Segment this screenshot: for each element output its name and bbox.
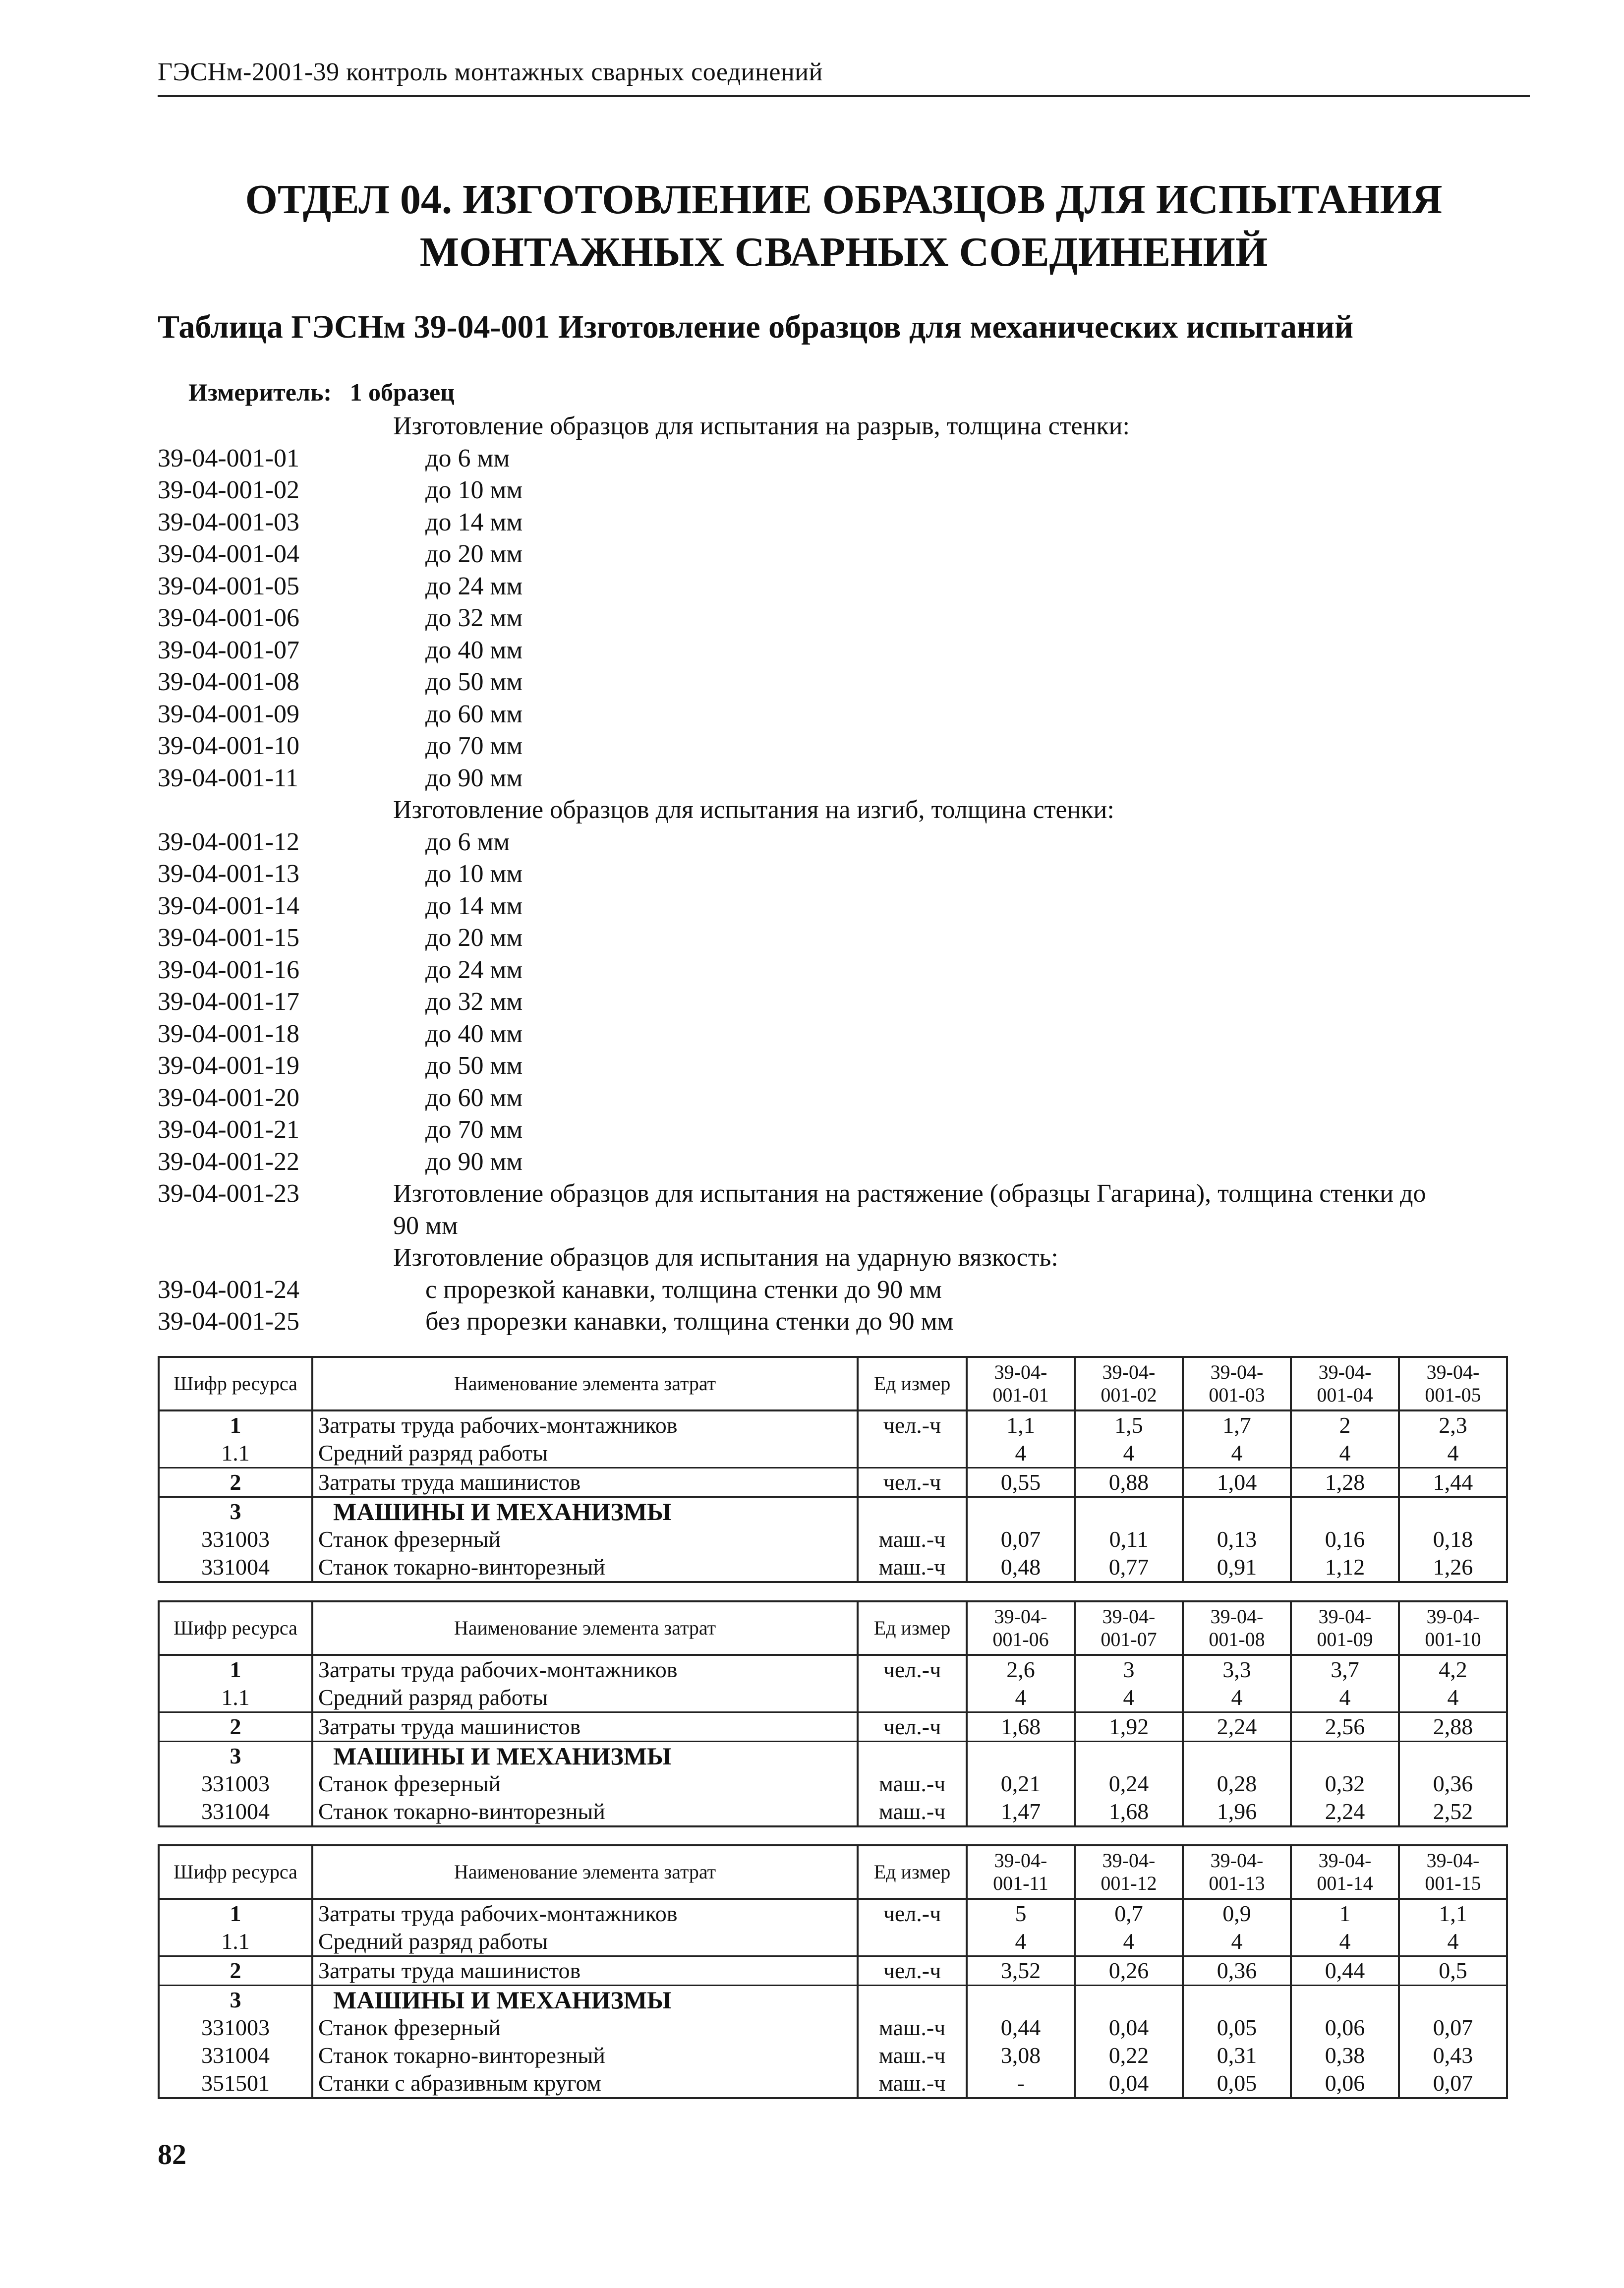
norm-value: 4 (1075, 1684, 1183, 1712)
norm-value: 0,7 (1075, 1899, 1183, 1928)
norm-value (1399, 1986, 1507, 2014)
code-number: 39-04-001-20 (158, 1083, 299, 1112)
norm-value: 1,92 (1075, 1712, 1183, 1742)
norm-value: 0,26 (1075, 1956, 1183, 1986)
norm-value: 0,5 (1399, 1956, 1507, 1986)
norm-value: 0,32 (1291, 1770, 1399, 1798)
norm-value: 0,55 (967, 1468, 1075, 1497)
norm-code-suffix: 001-06 (992, 1628, 1049, 1650)
cost-element-name: Станок токарно-винторезный (312, 2042, 858, 2069)
unit: чел.-ч (858, 1956, 967, 1986)
norm-value: 3 (1075, 1655, 1183, 1684)
norm-value: 0,22 (1075, 2042, 1183, 2069)
header-norm-code (967, 1601, 1075, 1655)
norm-value: 0,05 (1183, 2069, 1291, 2098)
resource-code: 1.1 (159, 1684, 312, 1712)
norm-value (967, 1986, 1075, 2014)
resource-code: 3 (159, 1742, 312, 1770)
unit: чел.-ч (858, 1899, 967, 1928)
group-heading: Изготовление образцов для испытания на ударную вязкость: (393, 1243, 1058, 1272)
cost-element-name: Средний разряд работы (312, 1684, 858, 1712)
code-number: 39-04-001-21 (158, 1115, 299, 1144)
unit (858, 1928, 967, 1956)
norm-value: 4 (1399, 1684, 1507, 1712)
norm-code-prefix: 39-04- (1210, 1849, 1264, 1872)
header-rule (158, 95, 1530, 97)
table-row (159, 1684, 1507, 1712)
table-row (159, 1553, 1507, 1582)
resource-code: 2 (159, 1956, 312, 1986)
norm-value: 4 (1075, 1439, 1183, 1468)
unit: маш.-ч (858, 1525, 967, 1553)
code-number: 39-04-001-12 (158, 827, 299, 856)
code-number: 39-04-001-06 (158, 604, 299, 632)
norm-code-prefix: 39-04- (994, 1849, 1047, 1872)
resource-code: 1 (159, 1410, 312, 1439)
code-description: до 70 мм (425, 1115, 523, 1144)
norm-value: 2,6 (967, 1655, 1075, 1684)
norm-value: 0,43 (1399, 2042, 1507, 2069)
norm-value: 0,48 (967, 1553, 1075, 1582)
table-title: Таблица ГЭСНм 39-04-001 Изготовление образцов для механических испытаний (158, 309, 1353, 345)
norm-value: 0,11 (1075, 1525, 1183, 1553)
table-row (159, 1655, 1507, 1684)
header-norm-code (1399, 1845, 1507, 1899)
norm-value: 1,68 (967, 1712, 1075, 1742)
table-row (159, 1798, 1507, 1826)
code-number: 39-04-001-15 (158, 924, 299, 952)
norm-value: 1,04 (1183, 1468, 1291, 1497)
norm-value: 1 (1291, 1899, 1399, 1928)
code-number: 39-04-001-05 (158, 572, 299, 600)
norm-value: 3,7 (1291, 1655, 1399, 1684)
norm-code-suffix: 001-02 (1101, 1384, 1157, 1406)
code-number: 39-04-001-25 (158, 1307, 299, 1336)
norm-value: 0,28 (1183, 1770, 1291, 1798)
norm-value: 4 (1291, 1684, 1399, 1712)
resource-code: 331003 (159, 1525, 312, 1553)
table-row (159, 1928, 1507, 1956)
resource-code: 2 (159, 1712, 312, 1742)
code-description: до 14 мм (425, 891, 523, 920)
norm-value (1183, 1742, 1291, 1770)
header-code: Шифр ресурса (159, 1601, 312, 1655)
unit: чел.-ч (858, 1410, 967, 1439)
norm-value: 2,24 (1183, 1712, 1291, 1742)
code-number: 39-04-001-03 (158, 508, 299, 536)
table-row (159, 1712, 1507, 1742)
cost-element-name: Станок фрезерный (312, 1525, 858, 1553)
cost-element-name: Станок фрезерный (312, 2014, 858, 2042)
group-heading: Изготовление образцов для испытания на изгиб, толщина стенки: (393, 796, 1114, 824)
norm-value (1291, 1497, 1399, 1526)
header-name: Наименование элемента затрат (312, 1601, 858, 1655)
unit: маш.-ч (858, 2042, 967, 2069)
resource-code: 351501 (159, 2069, 312, 2098)
section-title-line-1: ОТДЕЛ 04. ИЗГОТОВЛЕНИЕ ОБРАЗЦОВ ДЛЯ ИСПЫТАНИЯ (245, 176, 1443, 223)
header-unit: Ед измер (858, 1601, 967, 1655)
cost-element-name: Затраты труда рабочих-монтажников (312, 1655, 858, 1684)
code-number: 39-04-001-08 (158, 668, 299, 696)
table-row (159, 1468, 1507, 1497)
norm-value (1399, 1742, 1507, 1770)
norm-code-prefix: 39-04- (1210, 1361, 1264, 1383)
code-description: до 14 мм (425, 508, 523, 536)
table-header-row (159, 1601, 1507, 1655)
code-number: 39-04-001-14 (158, 891, 299, 920)
resource-code: 331004 (159, 2042, 312, 2069)
norm-value: 4 (1399, 1439, 1507, 1468)
norm-value (1183, 1497, 1291, 1526)
norm-value: 1,5 (1075, 1410, 1183, 1439)
header-name: Наименование элемента затрат (312, 1845, 858, 1899)
norm-value (1075, 1497, 1183, 1526)
header-name: Наименование элемента затрат (312, 1357, 858, 1410)
code-number: 39-04-001-24 (158, 1275, 299, 1304)
cost-element-name: Затраты труда машинистов (312, 1468, 858, 1497)
norm-code-prefix: 39-04- (994, 1605, 1047, 1628)
norm-value: 1,26 (1399, 1553, 1507, 1582)
code-number: 39-04-001-23 (158, 1179, 299, 1208)
running-head: ГЭСНм-2001-39 контроль монтажных сварных соединений (158, 58, 823, 86)
norm-code-suffix: 001-15 (1425, 1872, 1481, 1894)
norm-value: 1,1 (1399, 1899, 1507, 1928)
code-description: до 6 мм (425, 827, 510, 856)
header-norm-code (1183, 1601, 1291, 1655)
code-description: до 24 мм (425, 572, 523, 600)
resource-code: 331004 (159, 1553, 312, 1582)
header-norm-code (1075, 1357, 1183, 1410)
unit: чел.-ч (858, 1655, 967, 1684)
norm-code-prefix: 39-04- (1102, 1361, 1156, 1383)
unit: чел.-ч (858, 1468, 967, 1497)
norm-value: 2,88 (1399, 1712, 1507, 1742)
header-norm-code (1399, 1357, 1507, 1410)
norm-value: 2,24 (1291, 1798, 1399, 1826)
cost-element-name: Станок фрезерный (312, 1770, 858, 1798)
header-norm-code (1291, 1357, 1399, 1410)
code-number: 39-04-001-07 (158, 636, 299, 664)
group-heading: Изготовление образцов для испытания на растяжение (образцы Гагарина), толщина стенки до (393, 1179, 1426, 1208)
code-number: 39-04-001-09 (158, 700, 299, 728)
section-title (158, 174, 1530, 279)
norm-code-prefix: 39-04- (1426, 1605, 1480, 1628)
norm-value: 1,12 (1291, 1553, 1399, 1582)
norm-value: 4 (1183, 1439, 1291, 1468)
resource-code: 331004 (159, 1798, 312, 1826)
code-description: до 90 мм (425, 1147, 523, 1176)
norm-code-suffix: 001-11 (993, 1872, 1048, 1894)
header-code: Шифр ресурса (159, 1845, 312, 1899)
table-row (159, 2014, 1507, 2042)
cost-element-name: МАШИНЫ И МЕХАНИЗМЫ (312, 1742, 858, 1770)
norm-value: 2 (1291, 1410, 1399, 1439)
code-description: до 10 мм (425, 860, 523, 888)
resource-code: 1 (159, 1899, 312, 1928)
unit: маш.-ч (858, 2014, 967, 2042)
code-description: до 32 мм (425, 604, 523, 632)
norm-code-prefix: 39-04- (994, 1361, 1047, 1383)
norm-value: 1,1 (967, 1410, 1075, 1439)
header-unit: Ед измер (858, 1357, 967, 1410)
norm-value: 0,44 (967, 2014, 1075, 2042)
code-description: до 50 мм (425, 1052, 523, 1080)
table-row (159, 1410, 1507, 1439)
code-description: до 32 мм (425, 988, 523, 1016)
norm-value: 0,31 (1183, 2042, 1291, 2069)
code-description: до 20 мм (425, 540, 523, 568)
norm-value: 0,21 (967, 1770, 1075, 1798)
norm-code-suffix: 001-10 (1425, 1628, 1481, 1650)
code-number: 39-04-001-16 (158, 955, 299, 984)
code-number: 39-04-001-10 (158, 732, 299, 760)
code-description: до 70 мм (425, 732, 523, 760)
cost-element-name: Средний разряд работы (312, 1439, 858, 1468)
norm-value: 1,28 (1291, 1468, 1399, 1497)
norm-code-prefix: 39-04- (1426, 1849, 1480, 1872)
table-row (159, 1956, 1507, 1986)
norm-value: 0,07 (1399, 2014, 1507, 2042)
header-norm-code (1183, 1357, 1291, 1410)
cost-element-name: Затраты труда машинистов (312, 1956, 858, 1986)
resource-code: 3 (159, 1497, 312, 1526)
cost-table-2 (158, 1600, 1508, 1827)
header-code: Шифр ресурса (159, 1357, 312, 1410)
meter-label: Измеритель: (188, 378, 332, 406)
header-norm-code (1291, 1845, 1399, 1899)
norm-value (967, 1742, 1075, 1770)
norm-value (1183, 1986, 1291, 2014)
code-description: с прорезкой канавки, толщина стенки до 90 мм (425, 1275, 942, 1304)
norm-value: 1,7 (1183, 1410, 1291, 1439)
norm-code-prefix: 39-04- (1102, 1605, 1156, 1628)
unit (858, 1439, 967, 1468)
norm-value: 4 (1075, 1928, 1183, 1956)
cost-element-name: МАШИНЫ И МЕХАНИЗМЫ (312, 1986, 858, 2014)
norm-value: 0,91 (1183, 1553, 1291, 1582)
norm-value: 0,04 (1075, 2069, 1183, 2098)
cost-element-name: Затраты труда рабочих-монтажников (312, 1899, 858, 1928)
group-heading: 90 мм (393, 1211, 458, 1240)
norm-value: 0,88 (1075, 1468, 1183, 1497)
norm-value: 3,08 (967, 2042, 1075, 2069)
code-description: до 40 мм (425, 1019, 523, 1048)
code-description: до 50 мм (425, 668, 523, 696)
table-header-row (159, 1357, 1507, 1410)
norm-code-suffix: 001-05 (1425, 1384, 1481, 1406)
norm-value: 4 (967, 1439, 1075, 1468)
norm-value (1075, 1742, 1183, 1770)
unit (858, 1497, 967, 1526)
cost-element-name: Средний разряд работы (312, 1928, 858, 1956)
norm-value: 0,16 (1291, 1525, 1399, 1553)
resource-code: 1.1 (159, 1439, 312, 1468)
norm-value: 4,2 (1399, 1655, 1507, 1684)
code-number: 39-04-001-04 (158, 540, 299, 568)
norm-code-suffix: 001-09 (1317, 1628, 1373, 1650)
code-description: до 20 мм (425, 924, 523, 952)
norm-code-suffix: 001-14 (1317, 1872, 1373, 1894)
cost-table-3 (158, 1844, 1508, 2099)
cost-element-name: Станки с абразивным кругом (312, 2069, 858, 2098)
code-description: до 10 мм (425, 476, 523, 504)
norm-value (1291, 1986, 1399, 2014)
unit (858, 1986, 967, 2014)
norm-value: 1,96 (1183, 1798, 1291, 1826)
table-row (159, 1525, 1507, 1553)
code-description: до 40 мм (425, 636, 523, 664)
norm-value: 0,07 (1399, 2069, 1507, 2098)
cost-element-name: Станок токарно-винторезный (312, 1798, 858, 1826)
code-number: 39-04-001-13 (158, 860, 299, 888)
norm-value: 0,38 (1291, 2042, 1399, 2069)
code-number: 39-04-001-11 (158, 763, 299, 792)
cost-element-name: МАШИНЫ И МЕХАНИЗМЫ (312, 1497, 858, 1526)
resource-code: 1 (159, 1655, 312, 1684)
header-norm-code (1291, 1601, 1399, 1655)
code-number: 39-04-001-19 (158, 1052, 299, 1080)
norm-value: 0,18 (1399, 1525, 1507, 1553)
group-heading: Изготовление образцов для испытания на разрыв, толщина стенки: (393, 412, 1130, 440)
norm-code-prefix: 39-04- (1318, 1849, 1372, 1872)
norm-value: 0,36 (1183, 1956, 1291, 1986)
norm-value: 4 (967, 1684, 1075, 1712)
code-description: без прорезки канавки, толщина стенки до 90 мм (425, 1307, 954, 1336)
norm-value: 4 (1291, 1439, 1399, 1468)
norm-value: 2,3 (1399, 1410, 1507, 1439)
header-norm-code (967, 1357, 1075, 1410)
norm-code-suffix: 001-12 (1101, 1872, 1157, 1894)
unit (858, 1742, 967, 1770)
norm-value: 2,56 (1291, 1712, 1399, 1742)
norm-code-suffix: 001-04 (1317, 1384, 1373, 1406)
norm-code-prefix: 39-04- (1318, 1361, 1372, 1383)
norm-value: 3,3 (1183, 1655, 1291, 1684)
header-norm-code (1183, 1845, 1291, 1899)
norm-code-suffix: 001-13 (1209, 1872, 1265, 1894)
code-description: до 60 мм (425, 700, 523, 728)
unit (858, 1684, 967, 1712)
norm-code-suffix: 001-03 (1209, 1384, 1265, 1406)
resource-code: 331003 (159, 1770, 312, 1798)
cost-element-name: Затраты труда машинистов (312, 1712, 858, 1742)
norm-value: 0,24 (1075, 1770, 1183, 1798)
norm-value: 4 (1291, 1928, 1399, 1956)
norm-value: 5 (967, 1899, 1075, 1928)
section-title-line-2: МОНТАЖНЫХ СВАРНЫХ СОЕДИНЕНИЙ (419, 229, 1268, 275)
resource-code: 331003 (159, 2014, 312, 2042)
norm-value: 4 (1183, 1684, 1291, 1712)
code-description: до 24 мм (425, 955, 523, 984)
norm-value (1075, 1986, 1183, 2014)
norm-code-prefix: 39-04- (1210, 1605, 1264, 1628)
norm-value: 0,9 (1183, 1899, 1291, 1928)
code-description: до 60 мм (425, 1083, 523, 1112)
norm-value: 0,06 (1291, 2069, 1399, 2098)
norm-value: 4 (1183, 1928, 1291, 1956)
code-number: 39-04-001-18 (158, 1019, 299, 1048)
norm-value: 3,52 (967, 1956, 1075, 1986)
unit: маш.-ч (858, 2069, 967, 2098)
norm-value: 0,13 (1183, 1525, 1291, 1553)
header-norm-code (1075, 1601, 1183, 1655)
norm-value: 4 (967, 1928, 1075, 1956)
table-row (159, 1770, 1507, 1798)
unit: маш.-ч (858, 1553, 967, 1582)
norm-value: 4 (1399, 1928, 1507, 1956)
header-norm-code (967, 1845, 1075, 1899)
header-norm-code (1399, 1601, 1507, 1655)
unit: чел.-ч (858, 1712, 967, 1742)
unit: маш.-ч (858, 1770, 967, 1798)
code-description: до 90 мм (425, 763, 523, 792)
code-number: 39-04-001-22 (158, 1147, 299, 1176)
code-number: 39-04-001-01 (158, 444, 299, 472)
table-row (159, 1986, 1507, 2014)
meter (188, 378, 455, 407)
resource-code: 2 (159, 1468, 312, 1497)
table-row (159, 2069, 1507, 2098)
norm-value: 1,47 (967, 1798, 1075, 1826)
norm-value: 0,04 (1075, 2014, 1183, 2042)
table-row (159, 1497, 1507, 1526)
norm-code-prefix: 39-04- (1318, 1605, 1372, 1628)
table-row (159, 1899, 1507, 1928)
resource-code: 3 (159, 1986, 312, 2014)
norm-value: 1,44 (1399, 1468, 1507, 1497)
table-row (159, 1439, 1507, 1468)
norm-code-prefix: 39-04- (1102, 1849, 1156, 1872)
resource-code: 1.1 (159, 1928, 312, 1956)
table-header-row (159, 1845, 1507, 1899)
norm-value: 0,44 (1291, 1956, 1399, 1986)
norm-value: 0,06 (1291, 2014, 1399, 2042)
norm-code-suffix: 001-07 (1101, 1628, 1157, 1650)
norm-value: - (967, 2069, 1075, 2098)
norm-code-prefix: 39-04- (1426, 1361, 1480, 1383)
norm-code-suffix: 001-01 (992, 1384, 1049, 1406)
norm-value (967, 1497, 1075, 1526)
norm-code-suffix: 001-08 (1209, 1628, 1265, 1650)
norm-value: 0,36 (1399, 1770, 1507, 1798)
table-row (159, 1742, 1507, 1770)
norm-value: 2,52 (1399, 1798, 1507, 1826)
page-number: 82 (158, 2138, 186, 2171)
header-norm-code (1075, 1845, 1183, 1899)
cost-element-name: Затраты труда рабочих-монтажников (312, 1410, 858, 1439)
norm-value: 1,68 (1075, 1798, 1183, 1826)
unit: маш.-ч (858, 1798, 967, 1826)
cost-table-1 (158, 1356, 1508, 1583)
norm-value (1291, 1742, 1399, 1770)
code-number: 39-04-001-02 (158, 476, 299, 504)
meter-value: 1 образец (349, 378, 455, 406)
code-number: 39-04-001-17 (158, 988, 299, 1016)
norm-value: 0,77 (1075, 1553, 1183, 1582)
table-row (159, 2042, 1507, 2069)
norm-value: 0,05 (1183, 2014, 1291, 2042)
code-description: до 6 мм (425, 444, 510, 472)
header-unit: Ед измер (858, 1845, 967, 1899)
cost-element-name: Станок токарно-винторезный (312, 1553, 858, 1582)
norm-value (1399, 1497, 1507, 1526)
norm-value: 0,07 (967, 1525, 1075, 1553)
